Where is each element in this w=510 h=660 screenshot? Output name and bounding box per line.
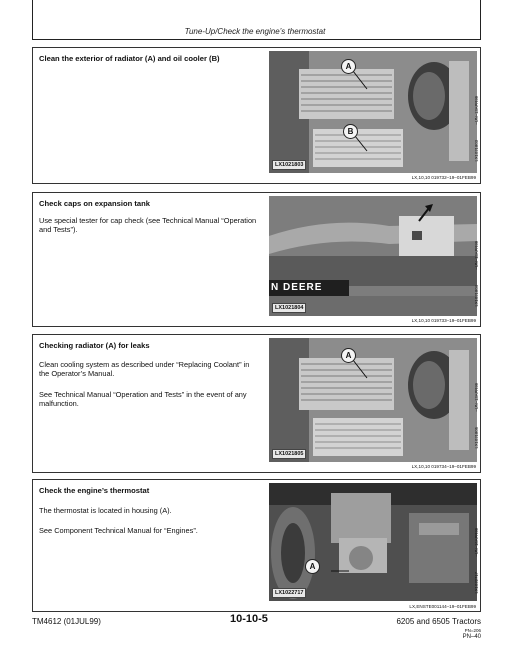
deere-lettering: N DEERE	[271, 282, 323, 293]
tractor-models: 6205 and 6505 Tractors	[396, 617, 481, 626]
section-thermostat	[32, 479, 481, 612]
side-code: –UN–16APR99	[474, 528, 479, 557]
thermostat-photo	[269, 483, 477, 601]
side-code: –UN–13APR99	[474, 96, 479, 125]
section-expansion-tank	[32, 192, 481, 327]
section-paragraph: The thermostat is located in housing (A).	[39, 506, 172, 515]
doc-code: LX,10,10 019734–19–01FEB99	[411, 464, 476, 469]
side-code-figure: LX1021805	[474, 427, 479, 449]
expansion-tank-illustration	[269, 196, 477, 316]
figure-label: LX1022717	[272, 588, 306, 598]
section-paragraph: Clean cooling system as described under “Replacing Coolant” in the Operator’s Manual.	[39, 360, 250, 378]
manual-number: TM4612 (01JUL99)	[32, 617, 101, 626]
side-code: –UN–13APR99	[474, 383, 479, 412]
doc-code: LX,10,10 019732–19–01FEB99	[411, 175, 476, 180]
callout-b: B	[343, 124, 358, 139]
doc-code: LX,ENSTE001144–19–01FEB99	[409, 604, 476, 609]
doc-code: LX,10,10 019733–19–01FEB99	[411, 318, 476, 323]
section-paragraph: See Technical Manual “Operation and Tests” in the event of any malfunction.	[39, 390, 247, 408]
radiator-leak-illustration	[269, 338, 477, 462]
section-paragraph: See Component Technical Manual for “Engines”.	[39, 526, 198, 535]
side-code-figure: LX1021803	[474, 140, 479, 162]
figure-label: LX1021805	[272, 449, 306, 459]
callout-a: A	[305, 559, 320, 574]
callout-a: A	[341, 59, 356, 74]
figure-label: LX1021803	[272, 160, 306, 170]
radiator-illustration	[269, 51, 477, 173]
section-title: Check caps on expansion tank	[39, 199, 150, 208]
section-paragraph: Use special tester for cap check (see Technical Manual “Operation and Tests”).	[39, 216, 257, 234]
page-number: 10-10-5	[230, 613, 268, 625]
footer-code: PN=206	[464, 628, 481, 633]
side-code: –UN–13APR99	[474, 241, 479, 270]
figure-label: LX1021804	[272, 303, 306, 313]
page-header: Tune-Up/Check the engine’s thermostat	[184, 27, 326, 36]
header-rule	[32, 39, 481, 40]
section-radiator-leaks	[32, 334, 481, 473]
side-code-figure: LX1021804	[474, 285, 479, 307]
thermostat-illustration	[269, 483, 477, 601]
radiator-photo	[269, 51, 477, 173]
pn-number: PN–40	[462, 634, 481, 640]
expansion-tank-photo	[269, 196, 477, 316]
callout-a: A	[341, 348, 356, 363]
section-clean-radiator	[32, 47, 481, 184]
section-title: Checking radiator (A) for leaks	[39, 341, 150, 350]
section-title: Check the engine’s thermostat	[39, 486, 150, 495]
side-code-figure: LX1022717	[474, 572, 479, 594]
radiator-leak-photo	[269, 338, 477, 462]
section-title: Clean the exterior of radiator (A) and oil cooler (B)	[39, 54, 220, 63]
